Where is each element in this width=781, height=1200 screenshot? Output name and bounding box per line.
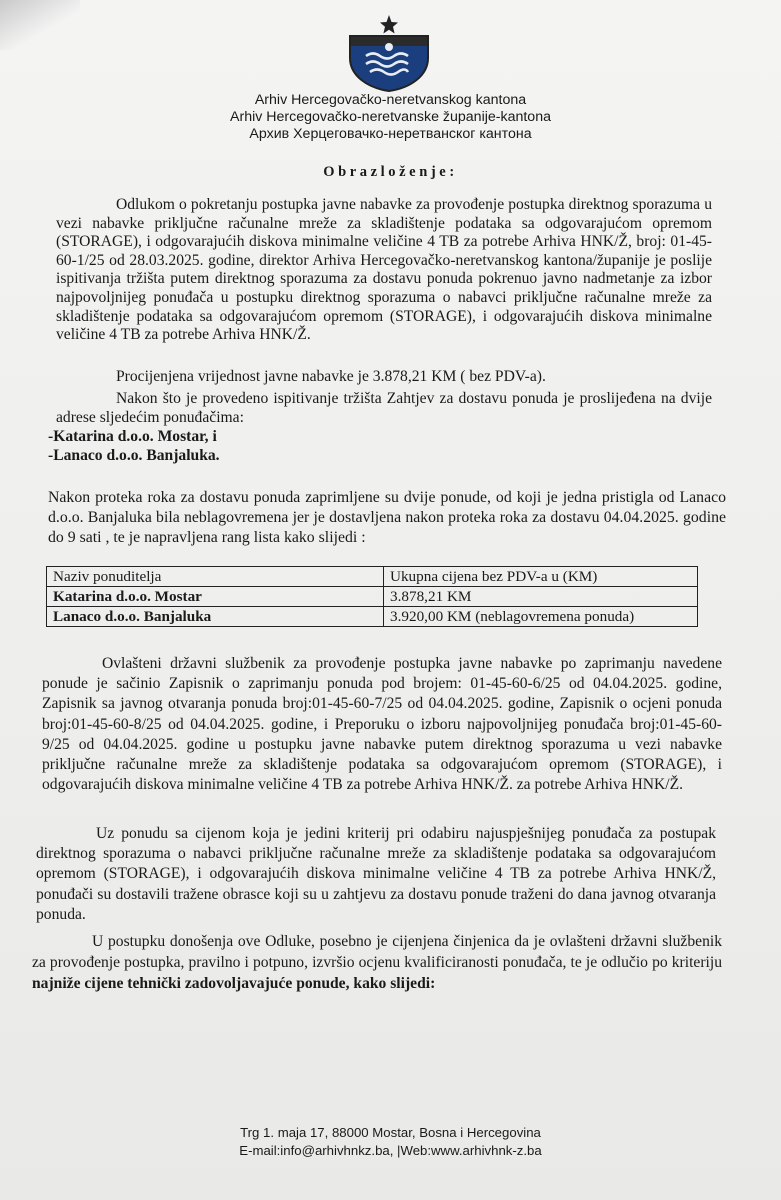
ranking-table (46, 566, 698, 627)
list-item: -Lanaco d.o.o. Banjaluka. (48, 446, 220, 464)
table-header-cell: Naziv ponuditelja (47, 567, 384, 587)
paragraph-text: Procijenjena vrijednost javne nabavke je 3.878,21 KM ( bez PDV-a). (116, 368, 546, 385)
table-row (47, 607, 698, 627)
table-row (47, 587, 698, 607)
paragraph-text: Nakon proteka roka za dostavu ponuda zaprimljene su dvije ponude, od koji je jedna pristigla od Lanaco d.o.o. Banjaluka bila neblagovremena jer je dostavljena nakon proteka roka za dostavu 04.04.2025. godine do 9 sati , te je napravljena rang lista kako slijedi : (48, 489, 726, 546)
paragraph-text: Ovlašteni državni službenik za provođenje postupka javne nabavke po zaprimanju navedene ponude je sačinio Zapisnik o zaprimanju ponuda pod brojem: 01-45-60-6/25 od 04.04.2025. godine, Zapisnik sa javnog otvaranja ponuda broj:01-45-60-7/25 od 04.04.2025. godine, Zapisnik o ocjeni ponuda broj:01-45-60-8/25 od 04.04.2025. godine, i Preporuku o izboru najpovoljnijeg ponuđača broj:01-45-60-9/25 od 04.04.2025. godine u postupku javne nabavke putem direktnog sporazuma u vezi nabavke priključne računalne mreže za skladištenje podataka sa odgovarajućom opremom (STORAGE), i odgovarajućih diskova minimalne veličine 4 TB za potrebe Arhiva HNK/Ž. za potrebe Arhiva HNK/Ž. (42, 655, 722, 794)
paragraph-decision-basis (32, 932, 722, 994)
list-item: -Katarina d.o.o. Mostar, i (48, 428, 217, 445)
paragraph-market-research (56, 390, 712, 427)
table-header-cell: Ukupna cijena bez PDV-a u (KM) (384, 567, 698, 587)
header-line-latin: Arhiv Hercegovačko-neretvanskog kantona (254, 92, 527, 108)
footer-contact: E-mail:info@arhivhnkz.ba, |Web:www.arhivhnk-z.ba (239, 1143, 542, 1158)
paragraph-estimated-value (56, 368, 712, 387)
coat-of-arms-emblem-icon (346, 14, 432, 92)
table-cell-price: 3.878,21 KM (384, 587, 698, 607)
paragraph-text (32, 932, 722, 994)
paragraph-text: Uz ponudu sa cijenom koja je jedini kriterij pri odabiru najuspješnijeg ponuđača za postupak direktnog sporazuma o nabavci priključne računalne mreže za skladištenje podataka sa odgovarajućom opremom (STORAGE), i odgovarajućih diskova minimalne veličine 4 TB za potrebe Arhiva HNK/Ž, ponuđači su dostavili tražene obrasce koji su u zahtjevu za dostavu ponude traženi do dana javnog otvaranja ponuda. (36, 825, 716, 923)
paragraph-decision (56, 196, 712, 345)
paragraph-text: Odlukom o pokretanju postupka javne nabavke za provođenje postupka direktnog sporazuma u vezi nabavke priključne računalne mreže za skladištenje podataka sa odgovarajućom opremom (STORAGE), i odgovarajućih diskova minimalne veličine 4 TB za potrebe Arhiva HNK/Ž, broj: 01-45-60-1/25 od 28.03.2025. godine, direktor Arhiva Hercegovačko-neretvanskog kantona/županije je poslije ispitivanja tržišta putem direktnog sporazuma za dostavu ponuda pokrenuo javno nadmetanje za izbor najpovoljnijeg ponuđača u postupku direktnog sporazuma o nabavci priključne računalne mreže za skladištenje podataka sa odgovarajućom opremom (STORAGE), i odgovarajućih diskova minimalne veličine 4 TB za potrebe Arhiva HNK/Ž. (56, 196, 712, 344)
table-cell-bidder: Katarina d.o.o. Mostar (47, 587, 384, 607)
footer-address: Trg 1. maja 17, 88000 Mostar, Bosna i Hercegovina (240, 1125, 541, 1140)
bidder-list (48, 428, 220, 465)
table-header-row (47, 567, 698, 587)
table-cell-bidder: Lanaco d.o.o. Banjaluka (47, 607, 384, 627)
paragraph-official-records (42, 654, 722, 795)
header-line-cyrillic: Архив Херцеговачко-неретванског кантона (249, 126, 532, 142)
institution-header (0, 92, 781, 143)
paragraph-text-bold: najniže cijene tehnički zadovoljavajuće ponude, kako slijedi: (32, 974, 436, 992)
paragraph-text: Nakon što je provedeno ispitivanje tržišta Zahtjev za dostavu ponuda je proslijeđena na dvije adrese sljedećim ponuđačima: (56, 390, 712, 426)
header-line-croatian: Arhiv Hercegovačko-neretvanske županije-kantona (230, 109, 551, 125)
table-cell-price: 3.920,00 KM (neblagovremena ponuda) (384, 607, 698, 627)
page-corner-shadow (0, 0, 80, 50)
paragraph-criteria (36, 824, 716, 925)
page-footer (0, 1124, 781, 1160)
paragraph-offers-received (48, 488, 726, 548)
document-title: Obrazloženje: (323, 164, 458, 180)
paragraph-text-start: U postupku donošenja ove Odluke, posebno je cijenjena činjenica da je ovlašteni državni službenik za provođenje postupka, pravilno i potpuno, izvršio ocjenu kvalificiranosti ponuđača, te je odlučio po kriteriju (32, 933, 722, 971)
